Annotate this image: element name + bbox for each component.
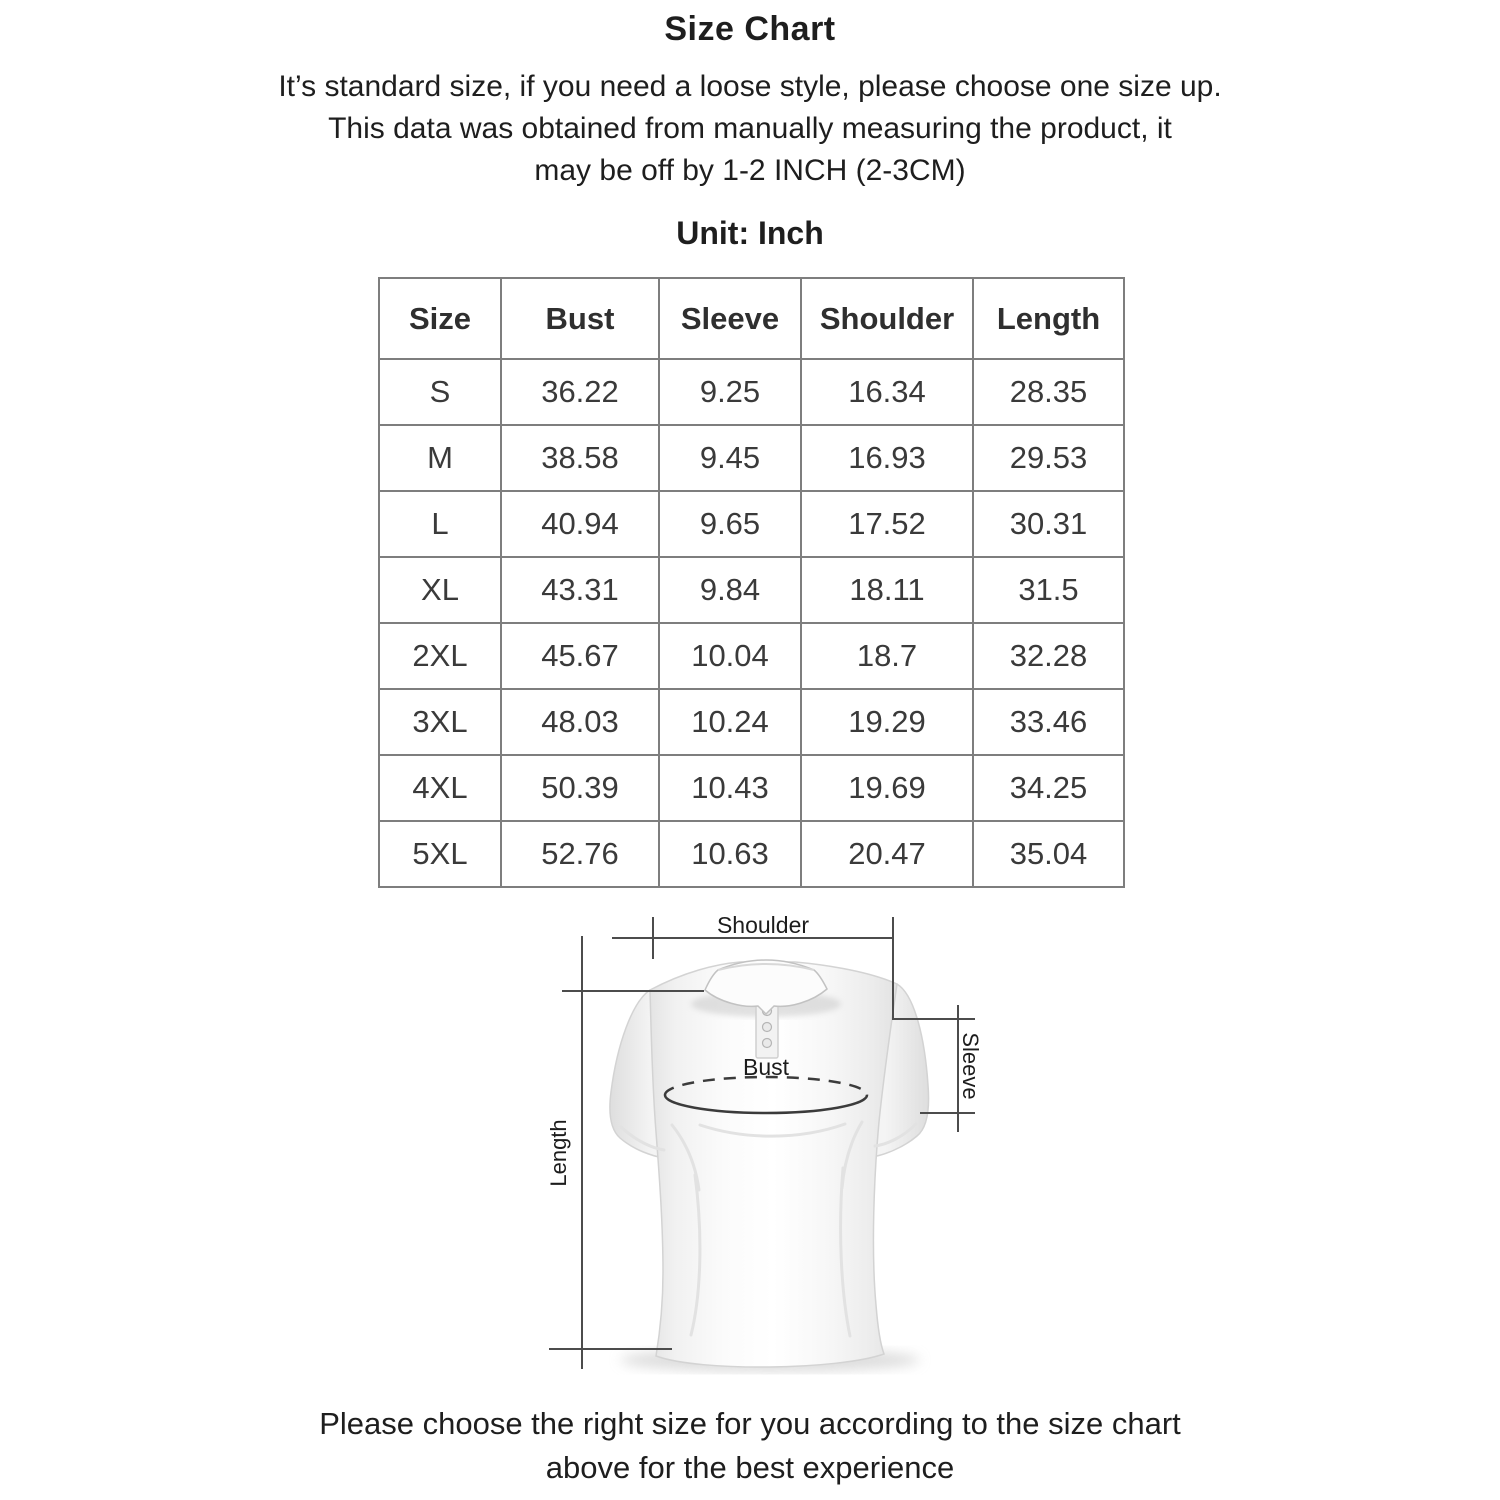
length-label: Length <box>546 1119 571 1187</box>
table-row-5xl <box>379 821 1124 887</box>
size-cell: 3XL <box>379 689 501 755</box>
table-row-l <box>379 491 1124 557</box>
value-cell: 9.84 <box>659 557 801 623</box>
size-cell: 4XL <box>379 755 501 821</box>
header-cell-sleeve: Sleeve <box>659 278 801 359</box>
table-row-s <box>379 359 1124 425</box>
size-cell: M <box>379 425 501 491</box>
value-cell: 10.63 <box>659 821 801 887</box>
footer-note <box>0 1402 1500 1490</box>
footer-line-2: above for the best experience <box>545 1450 955 1485</box>
value-cell: 38.58 <box>501 425 659 491</box>
value-cell: 50.39 <box>501 755 659 821</box>
value-cell: 52.76 <box>501 821 659 887</box>
table-row-xl <box>379 557 1124 623</box>
value-cell: 34.25 <box>973 755 1124 821</box>
value-cell: 31.5 <box>973 557 1124 623</box>
table-row-3xl <box>379 689 1124 755</box>
value-cell: 10.43 <box>659 755 801 821</box>
value-cell: 36.22 <box>501 359 659 425</box>
size-cell: 5XL <box>379 821 501 887</box>
value-cell: 18.7 <box>801 623 973 689</box>
size-table-body <box>379 359 1124 887</box>
header-cell-length: Length <box>973 278 1124 359</box>
subtitle-line-2: This data was obtained from manually measuring the product, it <box>328 112 1172 145</box>
value-cell: 17.52 <box>801 491 973 557</box>
size-cell: S <box>379 359 501 425</box>
footer-line-1: Please choose the right size for you according to the size chart <box>319 1406 1181 1441</box>
value-cell: 30.31 <box>973 491 1124 557</box>
sleeve-label: Sleeve <box>958 1032 983 1100</box>
value-cell: 9.65 <box>659 491 801 557</box>
value-cell: 18.11 <box>801 557 973 623</box>
value-cell: 9.45 <box>659 425 801 491</box>
subtitle-line-3: may be off by 1-2 INCH (2-3CM) <box>534 154 966 187</box>
size-table <box>378 277 1125 888</box>
table-row-m <box>379 425 1124 491</box>
value-cell: 19.69 <box>801 755 973 821</box>
value-cell: 29.53 <box>973 425 1124 491</box>
value-cell: 9.25 <box>659 359 801 425</box>
value-cell: 33.46 <box>973 689 1124 755</box>
size-table-head <box>379 278 1124 359</box>
value-cell: 10.24 <box>659 689 801 755</box>
subtitle <box>0 66 1500 192</box>
size-cell: 2XL <box>379 623 501 689</box>
button <box>763 1039 772 1048</box>
shirt-diagram <box>520 895 1040 1395</box>
value-cell: 43.31 <box>501 557 659 623</box>
header-cell-shoulder: Shoulder <box>801 278 973 359</box>
value-cell: 19.29 <box>801 689 973 755</box>
subtitle-line-1: It’s standard size, if you need a loose style, please choose one size up. <box>278 70 1222 103</box>
value-cell: 40.94 <box>501 491 659 557</box>
header-cell-size: Size <box>379 278 501 359</box>
size-cell: XL <box>379 557 501 623</box>
value-cell: 28.35 <box>973 359 1124 425</box>
size-cell: L <box>379 491 501 557</box>
header-row <box>379 278 1124 359</box>
table-row-2xl <box>379 623 1124 689</box>
value-cell: 16.93 <box>801 425 973 491</box>
value-cell: 48.03 <box>501 689 659 755</box>
page-title: Size Chart <box>664 10 836 48</box>
shoulder-label: Shoulder <box>716 912 810 938</box>
header-cell-bust: Bust <box>501 278 659 359</box>
button <box>763 1023 772 1032</box>
value-cell: 45.67 <box>501 623 659 689</box>
value-cell: 35.04 <box>973 821 1124 887</box>
value-cell: 20.47 <box>801 821 973 887</box>
value-cell: 10.04 <box>659 623 801 689</box>
unit-label: Unit: Inch <box>676 215 824 251</box>
value-cell: 16.34 <box>801 359 973 425</box>
table-row-4xl <box>379 755 1124 821</box>
bust-label: Bust <box>742 1054 790 1080</box>
shirt-illustration <box>610 960 929 1372</box>
value-cell: 32.28 <box>973 623 1124 689</box>
